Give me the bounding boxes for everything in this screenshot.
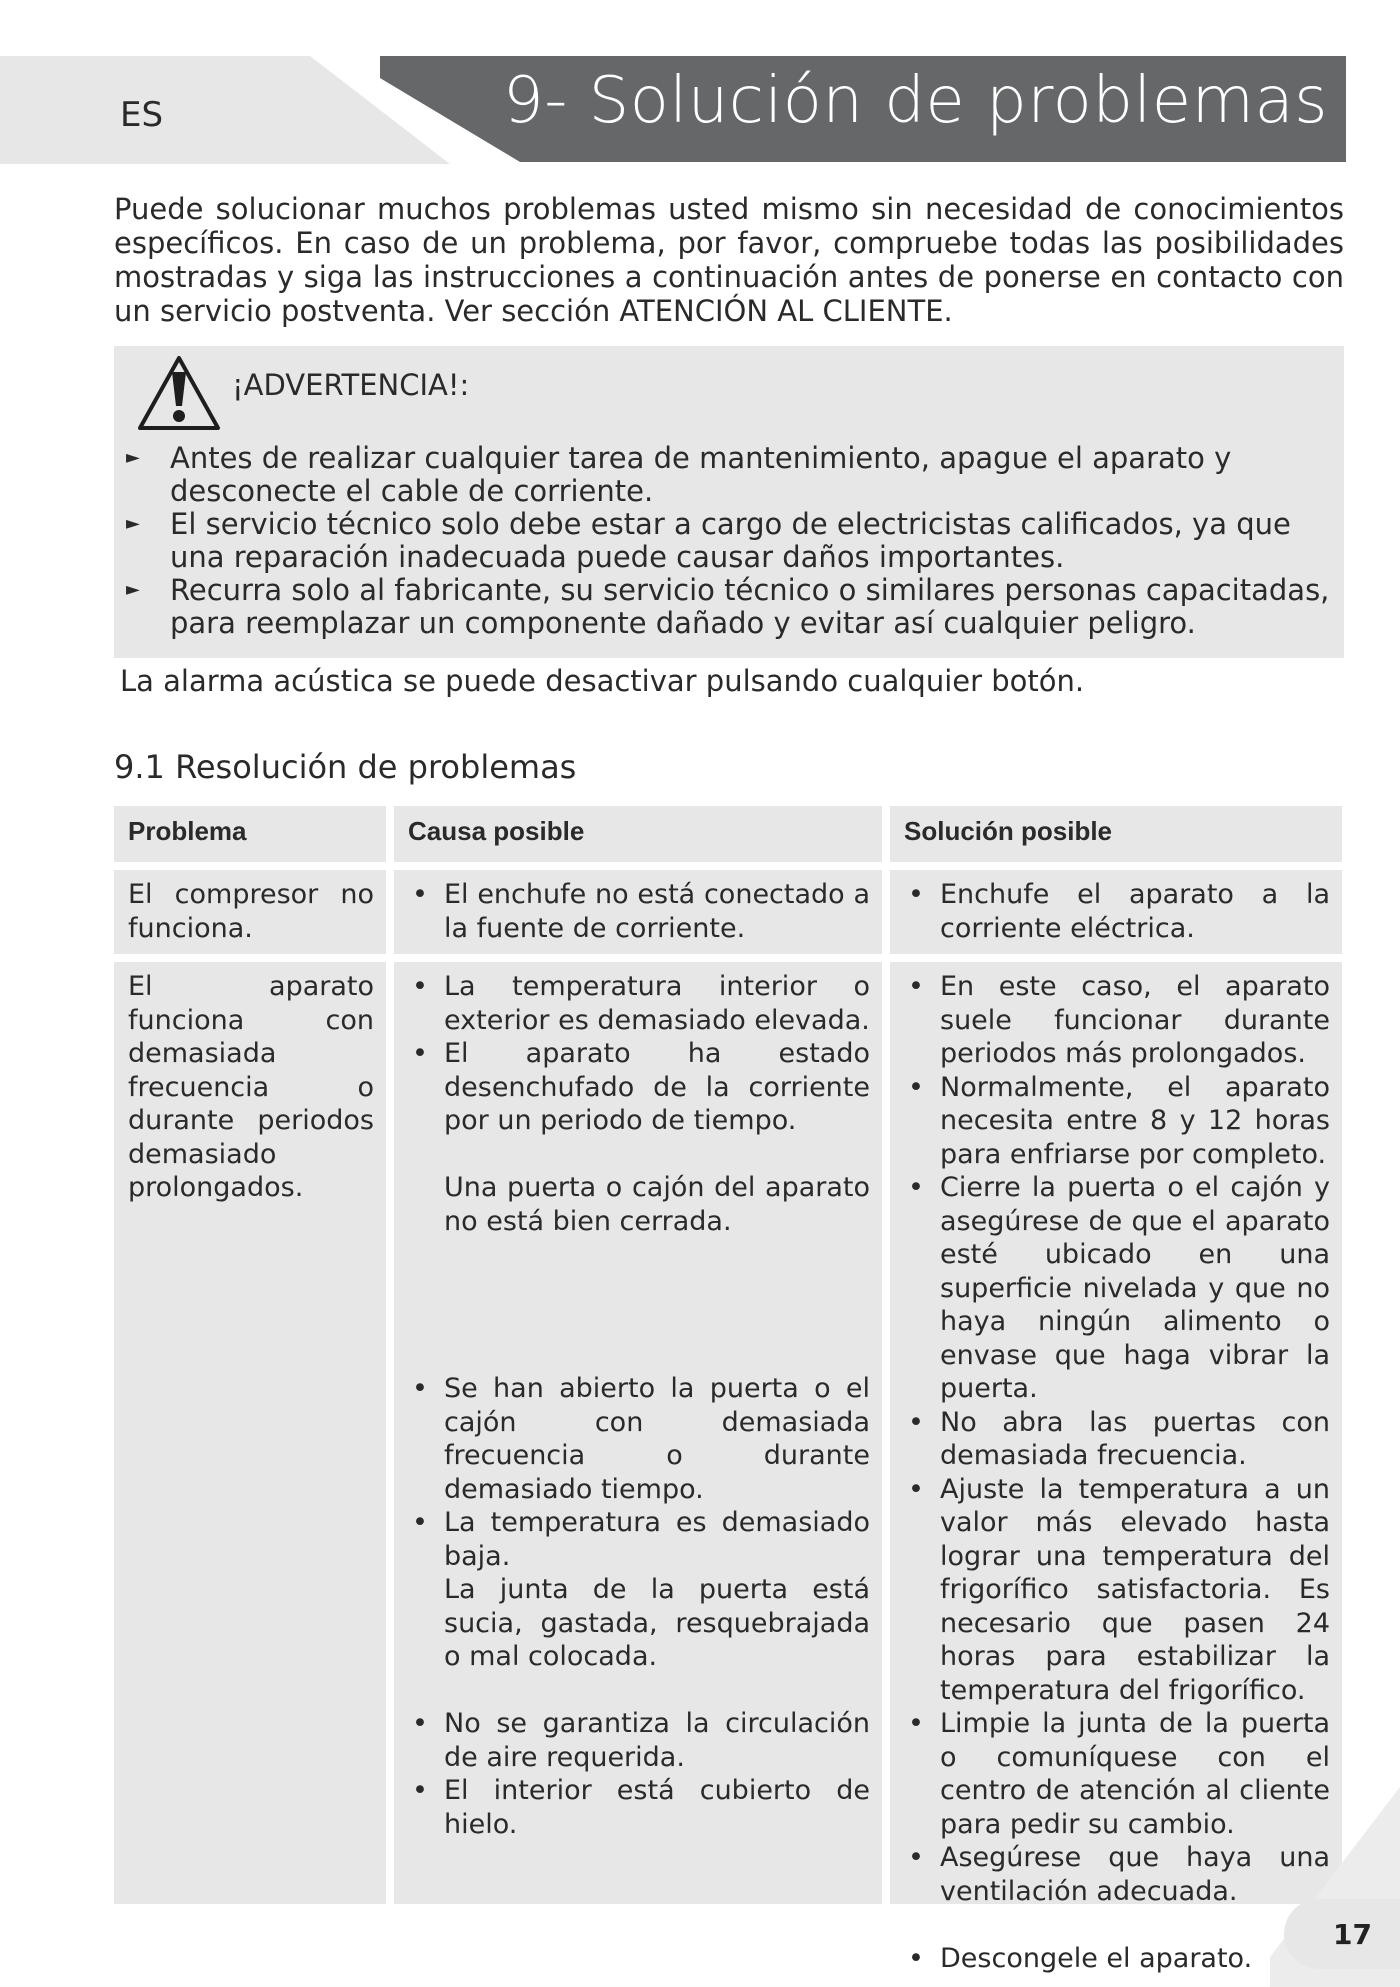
warning-icon [136, 354, 222, 432]
list-item: • Se han abierto la puerta o el cajón con demasiada frecuencia o durante demasiado tiempo. [408, 1372, 870, 1506]
list-item: • El enchufe no está conectado a la fuente de corriente. [408, 878, 870, 945]
list-item: • El interior está cubierto de hielo. [408, 1774, 870, 1841]
row2-causes [394, 962, 882, 1904]
list-item: • Descongele el aparato. [904, 1942, 1330, 1976]
arrow-bullet-icon: ► [126, 579, 140, 600]
warning-item: ► Recurra solo al fabricante, su servicio técnico o similares personas capacitadas, para reemplazar un componente dañado y evitar así cualquier peligro. [126, 573, 1330, 640]
alarm-note: La alarma acústica se puede desactivar pulsando cualquier botón. [120, 664, 1085, 698]
cause-text: La junta de la puerta está sucia, gastada, resquebrajada o mal colocada. [444, 1574, 870, 1672]
warning-list [114, 442, 1339, 640]
cause-text: Una puerta o cajón del aparato no está bien cerrada. [444, 1172, 870, 1237]
row2-problem: El aparato funciona con demasiada frecuencia o durante periodos demasiado prolongados. [114, 962, 386, 1904]
language-code: ES [120, 95, 164, 135]
list-item: • No abra las puertas con demasiada frecuencia. [904, 1406, 1330, 1473]
page-title: 9- Solución de problemas [502, 64, 1328, 138]
list-item: • Limpie la junta de la puerta o comuníquese con el centro de atención al cliente para pedir su cambio. [904, 1707, 1330, 1841]
list-item: • Ajuste la temperatura a un valor más elevado hasta lograr una temperatura del frigorífico satisfactoria. Es necesario que pasen 24 horas para estabilizar la temperatura del frigorífico. [904, 1473, 1330, 1708]
list-item: • No se garantiza la circulación de aire requerida. [408, 1707, 870, 1774]
warning-title: ¡ADVERTENCIA!: [232, 368, 470, 402]
header-causa: Causa posible [394, 806, 882, 862]
warning-box [114, 346, 1344, 658]
list-item: • En este caso, el aparato suele funcionar durante periodos más prolongados. [904, 970, 1330, 1071]
header-problema: Problema [114, 806, 386, 862]
list-item: • Enchufe el aparato a la corriente eléctrica. [904, 878, 1330, 945]
row1-problem: El compresor no funciona. [114, 870, 386, 954]
list-item: • Cierre la puerta o el cajón y asegúrese de que el aparato esté ubicado en una superficie nivelada y que no haya ningún alimento o envase que haga vibrar la puerta. [904, 1171, 1330, 1406]
warning-item: ► Antes de realizar cualquier tarea de mantenimiento, apague el aparato y desconecte el cable de corriente. [126, 441, 1232, 508]
arrow-bullet-icon: ► [126, 447, 140, 468]
arrow-bullet-icon: ► [126, 513, 140, 534]
page-number: 17 [1333, 1918, 1372, 1951]
row2-solutions [890, 962, 1342, 1974]
list-item: • El aparato ha estado desenchufado de la corriente por un periodo de tiempo. [408, 1037, 870, 1138]
row1-cause [394, 870, 882, 954]
warning-item: ► El servicio técnico solo debe estar a cargo de electricistas calificados, ya que una reparación inadecuada puede causar daños importantes. [126, 507, 1291, 574]
row1-solution [890, 870, 1342, 954]
header-solucion: Solución posible [890, 806, 1342, 862]
list-item: • Normalmente, el aparato necesita entre 8 y 12 horas para enfriarse por completo. [904, 1071, 1330, 1172]
list-item: • La temperatura interior o exterior es demasiado elevada. [408, 970, 870, 1037]
intro-paragraph: Puede solucionar muchos problemas usted mismo sin necesidad de conocimientos específicos. En caso de un problema, por favor, compruebe todas las posibilidades mostradas y siga las instrucciones a continuación antes de ponerse en contacto con un servicio postventa. Ver sección ATENCIÓN AL CLIENTE. [114, 192, 1344, 328]
section-title: 9.1 Resolución de problemas [114, 748, 577, 786]
list-item: • Asegúrese que haya una ventilación adecuada. [904, 1841, 1330, 1908]
list-item: • La temperatura es demasiado baja. [408, 1506, 870, 1573]
